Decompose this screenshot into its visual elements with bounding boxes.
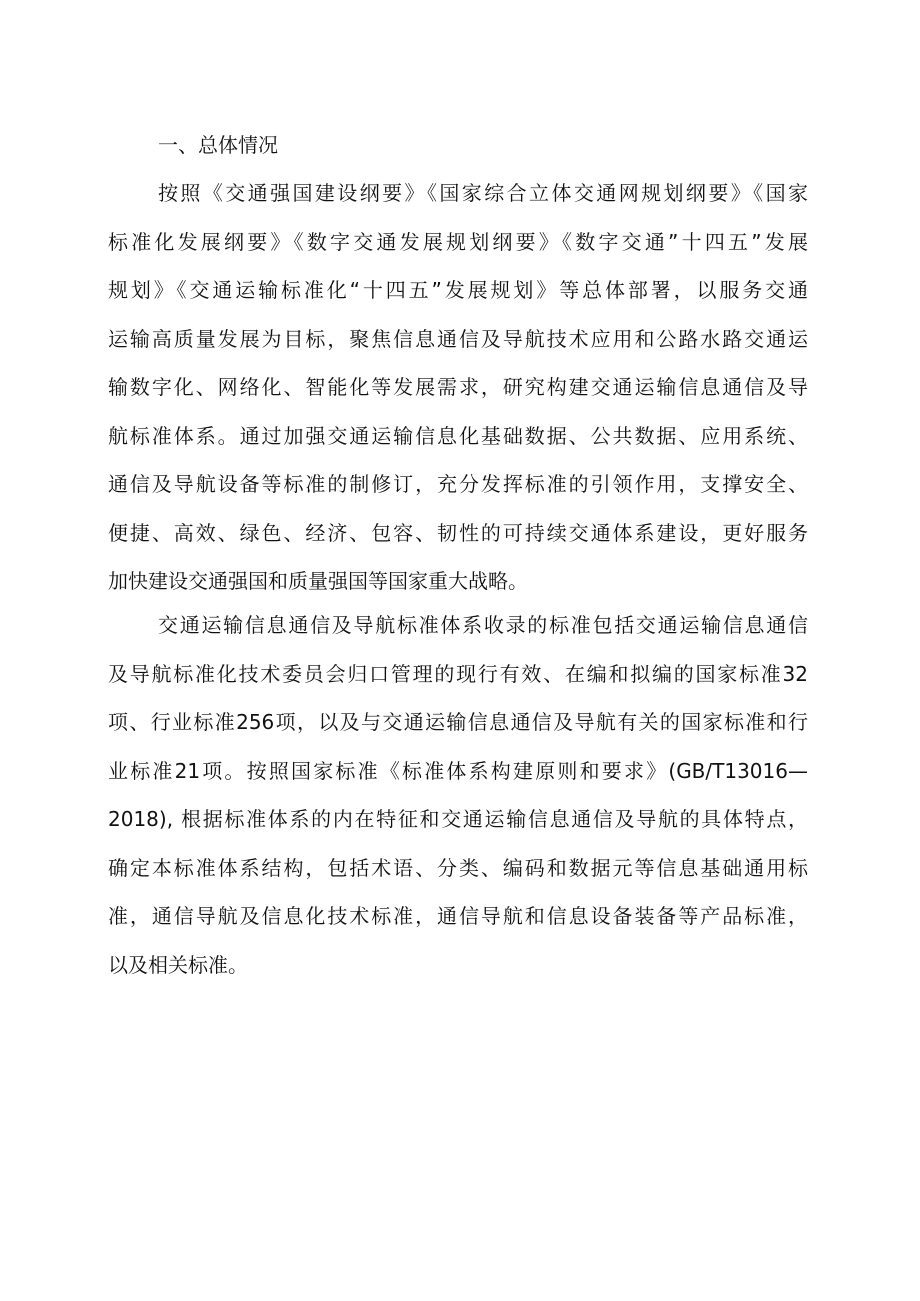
paragraph-line: 标准化发展纲要》《数字交通发展规划纲要》《数字交通”十四五”发展	[108, 229, 808, 254]
paragraph-line: 按照《交通强国建设纲要》《国家综合立体交通网规划纲要》《国家	[158, 181, 808, 205]
paragraph-line: 准，通信导航及信息化技术标准，通信导航和信息设备装备等产品标准，	[108, 904, 808, 928]
paragraph-line: 以及相关标准。	[108, 952, 248, 977]
paragraph-line: 加快建设交通强国和质量强国等国家重大战略。	[108, 569, 528, 593]
paragraph-line: 交通运输信息通信及导航标准体系收录的标准包括交通运输信息通信	[158, 613, 808, 637]
paragraph-line: 通信及导航设备等标准的制修订，充分发挥标准的引领作用，支撑安全、	[108, 472, 808, 496]
paragraph-standards-scope	[108, 610, 808, 998]
paragraph-overview	[108, 178, 808, 615]
paragraph-line: 航标准体系。通过加强交通运输信息化基础数据、公共数据、应用系统、	[108, 423, 808, 448]
paragraph-line: 运输高质量发展为目标，聚焦信息通信及导航技术应用和公路水路交通运	[108, 326, 808, 351]
paragraph-line: 便捷、高效、绿色、经济、包容、韧性的可持续交通体系建设，更好服务	[108, 520, 808, 545]
paragraph-line: 2018), 根据标准体系的内在特征和交通运输信息通信及导航的具体特点，	[108, 807, 808, 831]
section-heading: 一、总体情况	[158, 133, 278, 157]
paragraph-line: 业标准21项。按照国家标准《标准体系构建原则和要求》(GB/T13016—	[108, 758, 808, 783]
paragraph-line: 确定本标准体系结构，包括术语、分类、编码和数据元等信息基础通用标	[108, 855, 808, 880]
paragraph-line: 及导航标准化技术委员会归口管理的现行有效、在编和拟编的国家标准32	[108, 661, 808, 686]
paragraph-line: 规划》《交通运输标准化“十四五”发展规划》等总体部署，以服务交通	[108, 278, 808, 302]
paragraph-line: 输数字化、网络化、智能化等发展需求，研究构建交通运输信息通信及导	[108, 375, 808, 399]
paragraph-line: 项、行业标准256项，以及与交通运输信息通信及导航有关的国家标准和行	[108, 710, 808, 734]
